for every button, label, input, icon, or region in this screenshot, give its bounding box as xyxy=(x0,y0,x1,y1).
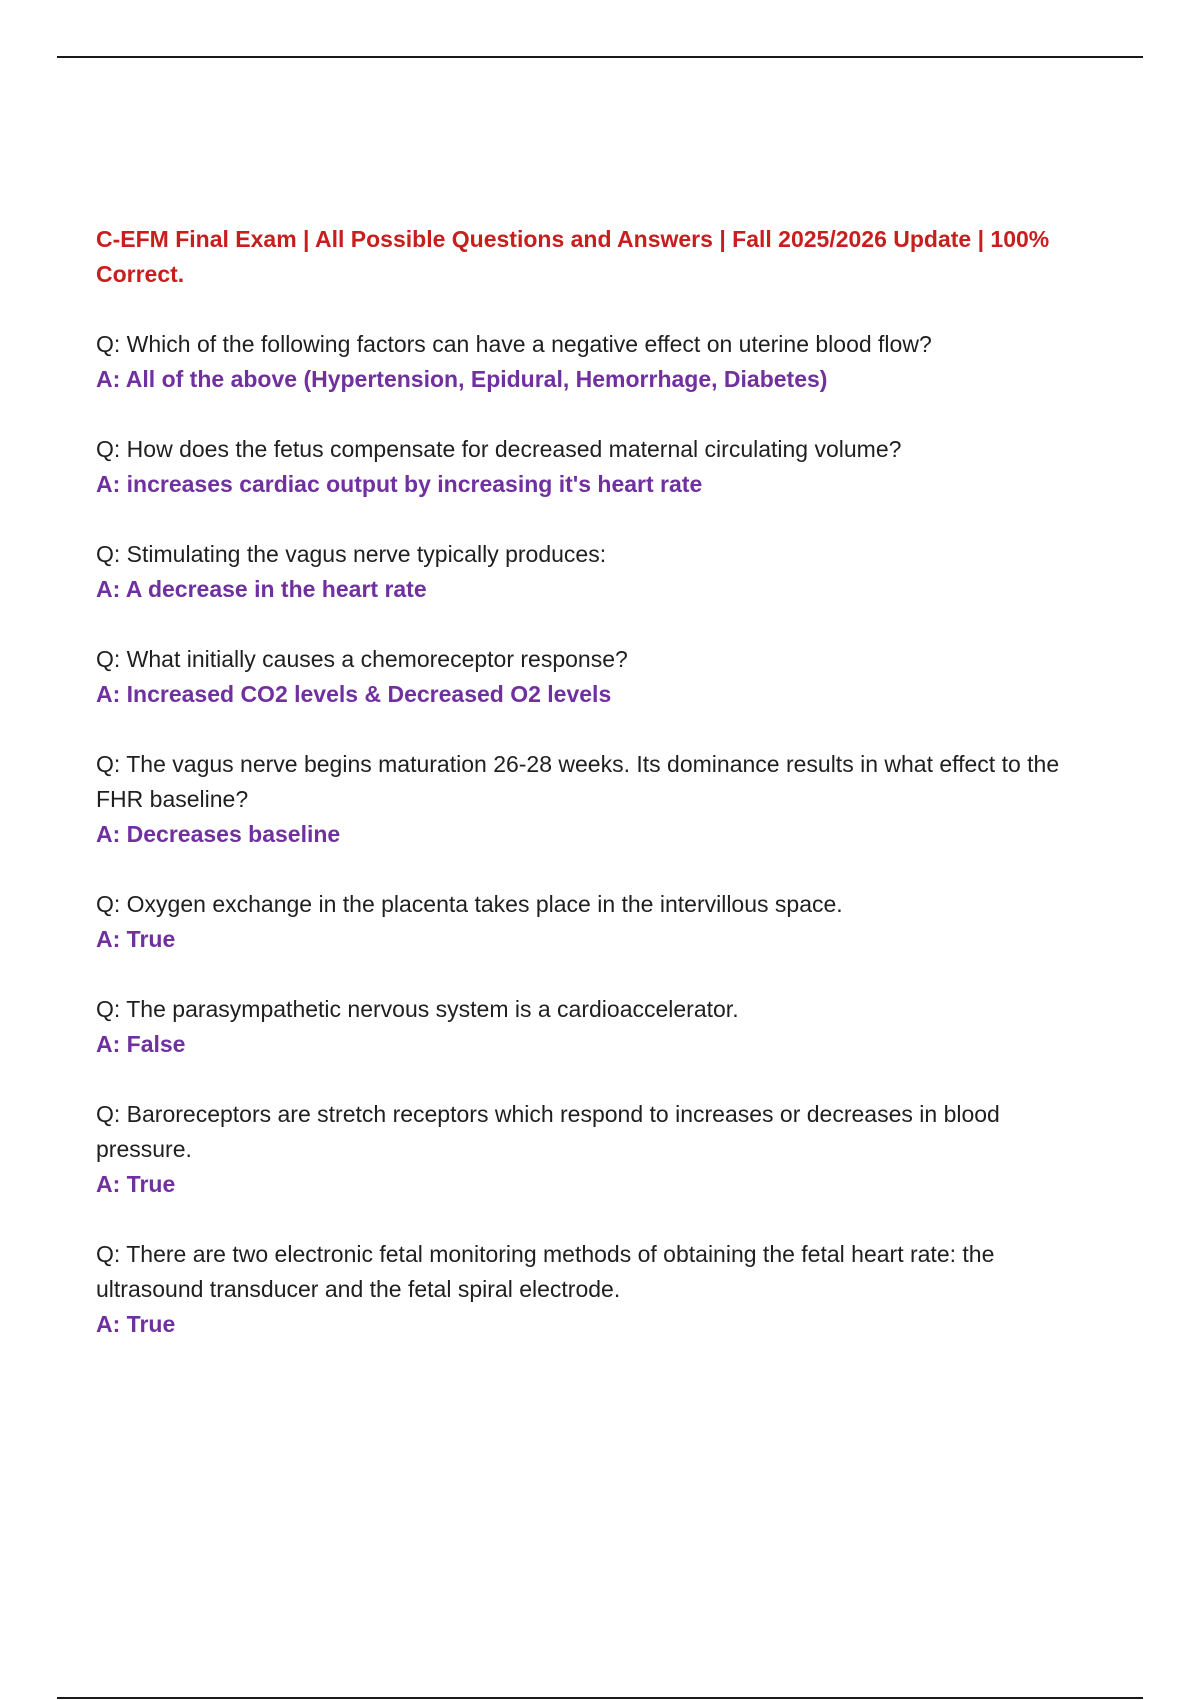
qa-item xyxy=(96,1097,1076,1202)
answer-text: A: True xyxy=(96,1311,176,1337)
qa-item xyxy=(96,992,1076,1062)
answer-text: A: False xyxy=(96,1031,186,1057)
question-text: Q: How does the fetus compensate for decreased maternal circulating volume? xyxy=(96,436,902,462)
qa-list xyxy=(96,327,1076,1342)
answer-text: A: All of the above (Hypertension, Epidural, Hemorrhage, Diabetes) xyxy=(96,366,828,392)
qa-item xyxy=(96,432,1076,502)
question-text: Q: The vagus nerve begins maturation 26-28 weeks. Its dominance results in what effect to the FHR baseline? xyxy=(96,751,1060,812)
question-text: Q: Stimulating the vagus nerve typically produces: xyxy=(96,541,607,567)
answer-text: A: increases cardiac output by increasing it's heart rate xyxy=(96,471,703,497)
document-body xyxy=(96,222,1076,1377)
qa-item xyxy=(96,642,1076,712)
answer-text: A: True xyxy=(96,926,176,952)
qa-item xyxy=(96,887,1076,957)
qa-item xyxy=(96,537,1076,607)
document-title: C-EFM Final Exam | All Possible Questions and Answers | Fall 2025/2026 Update | 100% Correct. xyxy=(96,226,1050,287)
question-text: Q: The parasympathetic nervous system is a cardioaccelerator. xyxy=(96,996,739,1022)
question-text: Q: Oxygen exchange in the placenta takes place in the intervillous space. xyxy=(96,891,843,917)
qa-item xyxy=(96,1237,1076,1342)
answer-text: A: A decrease in the heart rate xyxy=(96,576,427,602)
header-rule xyxy=(57,56,1143,58)
question-text: Q: What initially causes a chemoreceptor response? xyxy=(96,646,628,672)
question-text: Q: There are two electronic fetal monitoring methods of obtaining the fetal heart rate: the ultrasound transducer and the fetal spiral electrode. xyxy=(96,1241,995,1302)
answer-text: A: Increased CO2 levels & Decreased O2 levels xyxy=(96,681,612,707)
question-text: Q: Baroreceptors are stretch receptors which respond to increases or decreases in blood pressure. xyxy=(96,1101,1000,1162)
footer-rule xyxy=(57,1697,1143,1699)
question-text: Q: Which of the following factors can have a negative effect on uterine blood flow? xyxy=(96,331,932,357)
answer-text: A: Decreases baseline xyxy=(96,821,341,847)
qa-item xyxy=(96,747,1076,852)
qa-item xyxy=(96,327,1076,397)
answer-text: A: True xyxy=(96,1171,176,1197)
